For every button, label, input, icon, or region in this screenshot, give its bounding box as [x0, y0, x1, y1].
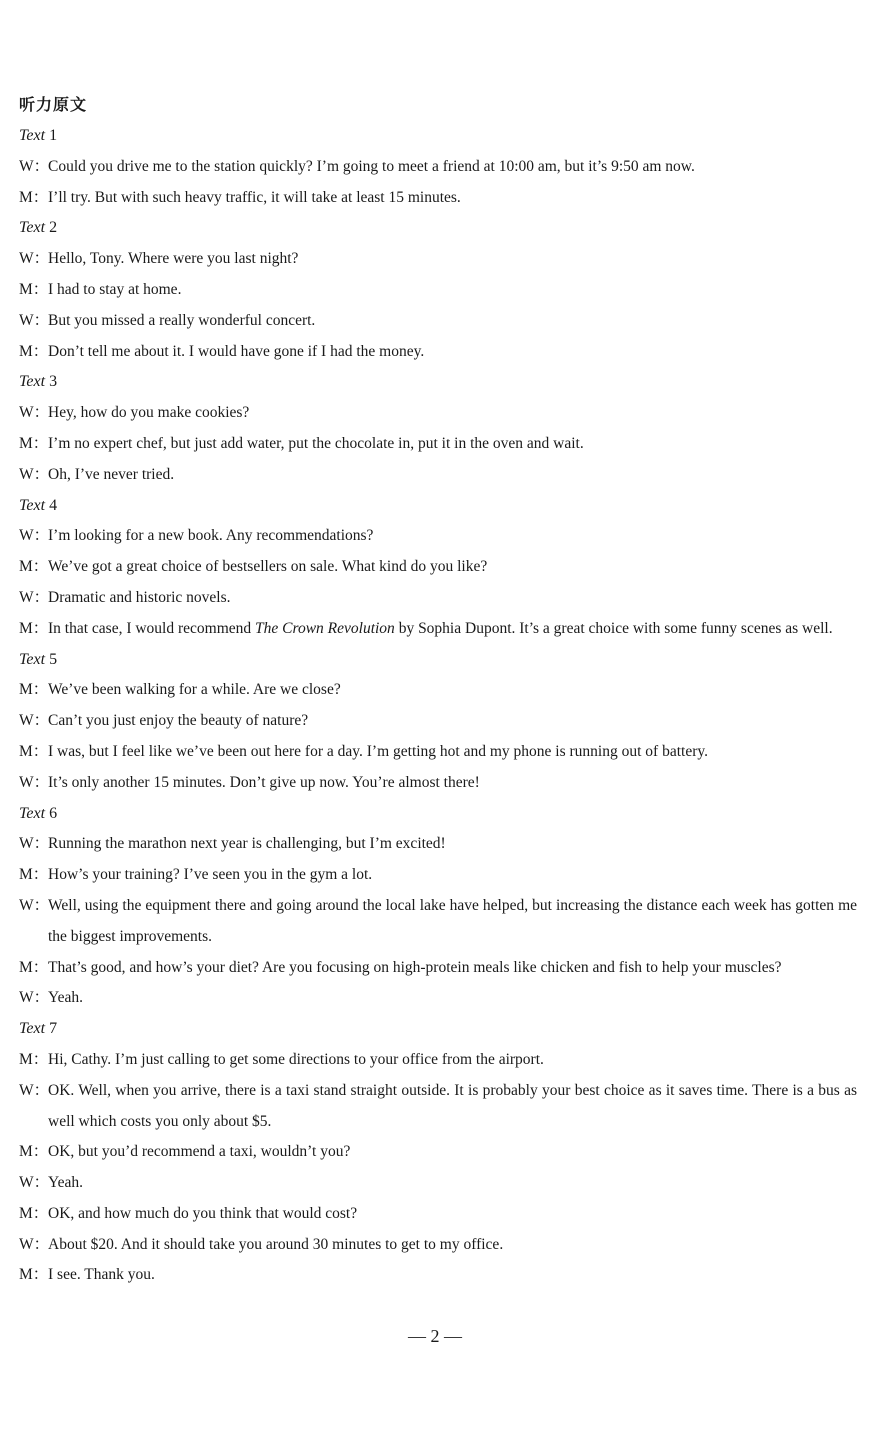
- dialogue-text: We’ve been walking for a while. Are we close?: [48, 681, 341, 699]
- text-label-number: 5: [49, 650, 58, 668]
- speaker-label: M：: [19, 1266, 49, 1284]
- dialogue-line: [19, 1260, 857, 1291]
- text-section: [19, 121, 857, 213]
- text-label: [19, 213, 857, 244]
- dialogue-line: [19, 706, 857, 737]
- dialogue-line: [19, 244, 857, 275]
- text-label: [19, 645, 857, 676]
- dialogue-line: [19, 275, 857, 306]
- dialogue-line: [19, 337, 857, 368]
- speaker-label: M：: [19, 280, 49, 298]
- dialogue-line: [19, 737, 857, 768]
- speaker-label: W：: [19, 588, 50, 606]
- dialogue-text: Oh, I’ve never tried.: [48, 465, 175, 483]
- dialogue-text: I’ll try. But with such heavy traffic, it will take at least 15 minutes.: [48, 188, 461, 206]
- text-section: [19, 367, 857, 490]
- dialogue-line: [19, 1230, 857, 1261]
- text-label: [19, 799, 857, 830]
- text-label-word: Text: [19, 219, 46, 237]
- dialogue-text: About $20. And it should take you around 30 minutes to get to my office.: [48, 1235, 504, 1253]
- speaker-label: M：: [19, 188, 49, 206]
- dialogue-text: OK. Well, when you arrive, there is a taxi stand straight outside. It is probably your best choice as it saves time. There is a bus as well which costs you only about $5.: [48, 1081, 857, 1130]
- dialogue-line: [19, 675, 857, 706]
- dialogue-text: Don’t tell me about it. I would have gone if I had the money.: [48, 342, 425, 360]
- text-section: [19, 491, 857, 645]
- dialogue-line: [19, 306, 857, 337]
- dialogue-text: We’ve got a great choice of bestsellers on sale. What kind do you like?: [48, 558, 488, 576]
- dialogue-line: [19, 1168, 857, 1199]
- text-label-number: 2: [49, 219, 58, 237]
- dialogue-text: I’m looking for a new book. Any recommendations?: [48, 527, 374, 545]
- dialogue-line: [19, 768, 857, 799]
- dialogue-line: [19, 953, 857, 984]
- speaker-label: M：: [19, 1143, 49, 1161]
- dialogue-text: I see. Thank you.: [48, 1266, 155, 1284]
- speaker-label: W：: [19, 404, 50, 422]
- text-label-word: Text: [19, 496, 46, 514]
- text-label: [19, 491, 857, 522]
- dialogue-line: [19, 1076, 857, 1138]
- speaker-label: M：: [19, 342, 49, 360]
- text-label: [19, 367, 857, 398]
- dialogue-text-part: In that case, I would recommend: [48, 619, 256, 637]
- transcript: [19, 121, 857, 1291]
- dialogue-text-part: by Sophia Dupont. It’s a great choice with some funny scenes as well.: [394, 619, 833, 637]
- dialogue-text: OK, but you’d recommend a taxi, wouldn’t you?: [48, 1143, 351, 1161]
- speaker-label: M：: [19, 1204, 49, 1222]
- speaker-label: W：: [19, 311, 50, 329]
- speaker-label: M：: [19, 958, 49, 976]
- dialogue-text: Running the marathon next year is challenging, but I’m excited!: [48, 835, 446, 853]
- text-label-number: 1: [49, 127, 58, 144]
- text-label: [19, 121, 857, 152]
- speaker-label: W：: [19, 250, 50, 268]
- page-title: 听力原文: [19, 95, 88, 114]
- dialogue-line: [19, 860, 857, 891]
- text-label: [19, 1014, 857, 1045]
- dialogue-line: [19, 1137, 857, 1168]
- text-label-word: Text: [19, 127, 46, 144]
- speaker-label: W：: [19, 157, 50, 175]
- speaker-label: W：: [19, 465, 50, 483]
- dialogue-line: [19, 583, 857, 614]
- speaker-label: W：: [19, 1174, 50, 1192]
- dialogue-text: [48, 620, 833, 637]
- speaker-label: M：: [19, 434, 49, 452]
- dialogue-text: Hello, Tony. Where were you last night?: [48, 250, 299, 268]
- speaker-label: W：: [19, 712, 50, 730]
- dialogue-line: [19, 552, 857, 583]
- text-section: [19, 213, 857, 367]
- text-label-number: 3: [49, 373, 58, 391]
- dialogue-line: [19, 398, 857, 429]
- dialogue-line: [19, 614, 857, 645]
- speaker-label: W：: [19, 1235, 50, 1253]
- dialogue-text: But you missed a really wonderful concert.: [48, 311, 316, 329]
- dialogue-text: Well, using the equipment there and going around the local lake have helped, but increasing the distance each week has gotten me the biggest improvements.: [48, 896, 857, 945]
- dialogue-line: [19, 1045, 857, 1076]
- dialogue-line: [19, 891, 857, 953]
- text-label-number: 4: [49, 496, 58, 514]
- dialogue-text: I’m no expert chef, but just add water, put the chocolate in, put it in the oven and wait.: [48, 434, 584, 452]
- text-label-word: Text: [19, 1020, 46, 1038]
- speaker-label: W：: [19, 773, 50, 791]
- dialogue-text: That’s good, and how’s your diet? Are you focusing on high-protein meals like chicken and fish to help your muscles?: [48, 958, 782, 976]
- speaker-label: W：: [19, 896, 50, 914]
- dialogue-text: Yeah.: [48, 989, 84, 1007]
- text-section: [19, 799, 857, 1015]
- speaker-label: M：: [19, 681, 49, 699]
- speaker-label: W：: [19, 527, 50, 545]
- speaker-label: M：: [19, 558, 49, 576]
- dialogue-text: Could you drive me to the station quickly? I’m going to meet a friend at 10:00 am, but it’s 9:50 am now.: [48, 157, 695, 175]
- dialogue-line: [19, 829, 857, 860]
- speaker-label: M：: [19, 1050, 49, 1068]
- dialogue-line: [19, 983, 857, 1014]
- dialogue-line: [19, 152, 857, 183]
- speaker-label: M：: [19, 742, 49, 760]
- book-title: The Crown Revolution: [255, 619, 395, 637]
- dialogue-line: [19, 460, 857, 491]
- text-section: [19, 1014, 857, 1291]
- speaker-label: M：: [19, 866, 49, 884]
- speaker-label: W：: [19, 989, 50, 1007]
- dialogue-text: Can’t you just enjoy the beauty of nature?: [48, 712, 309, 730]
- text-label-word: Text: [19, 650, 46, 668]
- speaker-label: W：: [19, 1081, 50, 1099]
- text-label-number: 7: [49, 1020, 58, 1038]
- dialogue-line: [19, 1199, 857, 1230]
- dialogue-text: Hey, how do you make cookies?: [48, 404, 250, 422]
- dialogue-text: OK, and how much do you think that would cost?: [48, 1204, 358, 1222]
- dialogue-text: I was, but I feel like we’ve been out here for a day. I’m getting hot and my phone is running out of battery.: [48, 742, 708, 760]
- text-section: [19, 645, 857, 799]
- dialogue-line: [19, 183, 857, 214]
- dialogue-text: Hi, Cathy. I’m just calling to get some directions to your office from the airport.: [48, 1050, 544, 1068]
- speaker-label: W：: [19, 835, 50, 853]
- text-label-word: Text: [19, 804, 46, 822]
- text-label-word: Text: [19, 373, 46, 391]
- page-number: — 2 —: [408, 1326, 462, 1346]
- dialogue-text: How’s your training? I’ve seen you in the gym a lot.: [48, 866, 373, 884]
- dialogue-line: [19, 521, 857, 552]
- text-label-number: 6: [49, 804, 58, 822]
- dialogue-text: Yeah.: [48, 1174, 84, 1192]
- dialogue-line: [19, 429, 857, 460]
- dialogue-text: I had to stay at home.: [48, 280, 182, 298]
- dialogue-text: It’s only another 15 minutes. Don’t give up now. You’re almost there!: [48, 773, 480, 791]
- speaker-label: M：: [19, 619, 49, 637]
- dialogue-text: Dramatic and historic novels.: [48, 588, 231, 606]
